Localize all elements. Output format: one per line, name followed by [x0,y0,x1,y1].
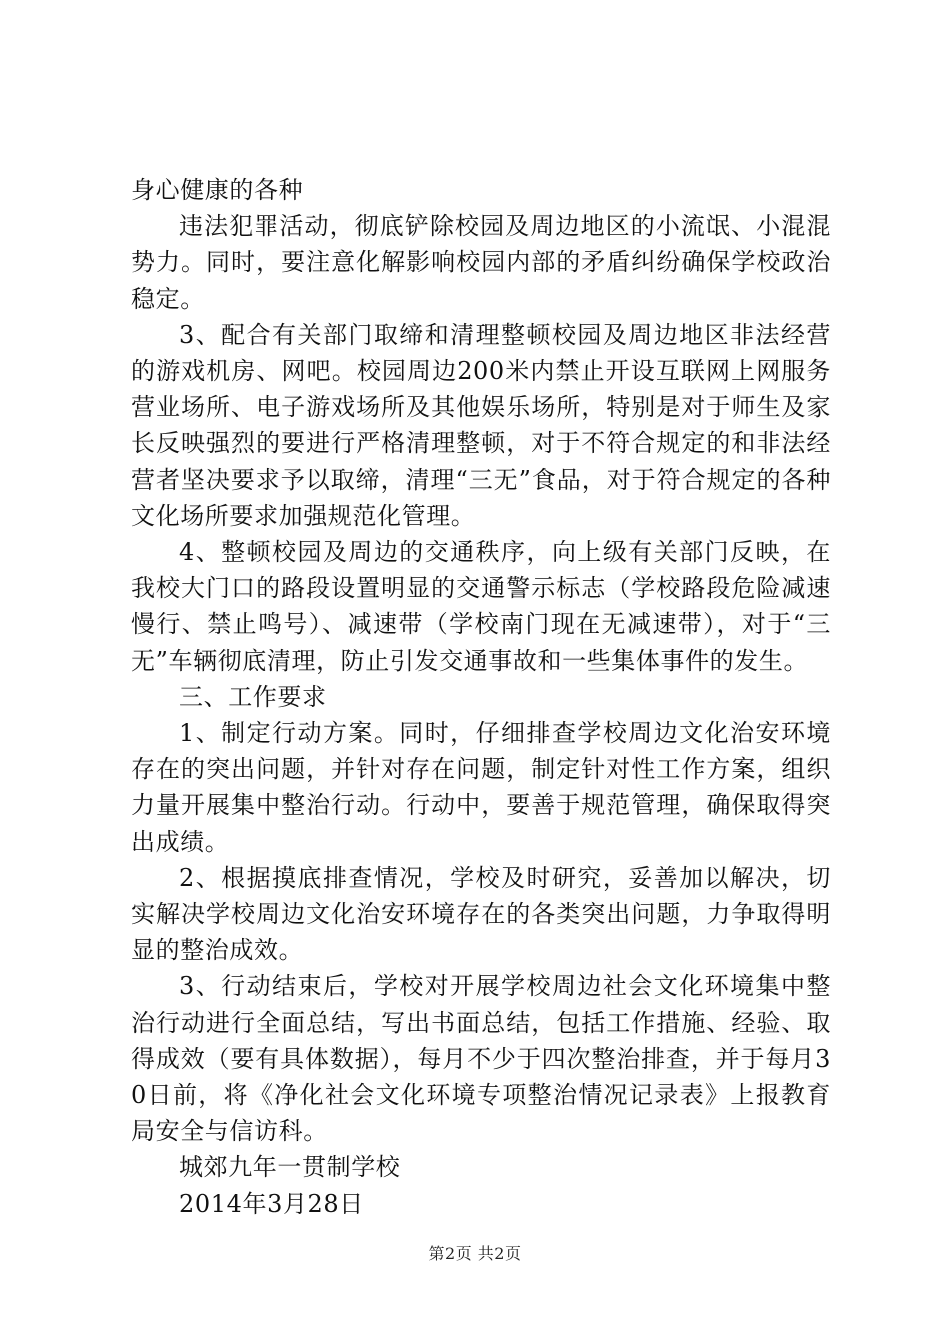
signature-date: 2014年3月28日 [179,1189,364,1218]
paragraph-requirement-2: 2、根据摸底排查情况，学校及时研究，妥善加以解决，切实解决学校周边文化治安环境存在的各类突出问题，力争取得明显的整治成效。 [131,863,831,965]
section-heading-work-requirements: 三、工作要求 [179,682,327,711]
document-body [131,172,831,1222]
signature-school-name: 城郊九年一贯制学校 [179,1153,401,1182]
paragraph-item-4-traffic: 4、整顿校园及周边的交通秩序，向上级有关部门反映，在我校大门口的路段设置明显的交通警示标志（学校路段危险减速慢行、禁止鸣号）、减速带（学校南门现在无减速带），对于“三无”车辆彻底清理，防止引发交通事故和一些集体事件的发生。 [131,538,831,675]
page-number-footer: 第2页 共2页 [428,1244,522,1263]
paragraph-requirement-3: 3、行动结束后，学校对开展学校周边社会文化环境集中整治行动进行全面总结，写出书面总结，包括工作措施、经验、取得成效（要有具体数据），每月不少于四次整治排查，并于每月30日前，将《净化社会文化环境专项整治情况记录表》上报教育局安全与信访科。 [131,972,831,1146]
paragraph-item-3-internet-cafes: 3、配合有关部门取缔和清理整顿校园及周边地区非法经营的游戏机房、网吧。校园周边200米内禁止开设互联网上网服务营业场所、电子游戏场所及其他娱乐场所，特别是对于师生及家长反映强烈的要进行严格清理整顿，对于不符合规定的和非法经营者坚决要求予以取缔，清理“三无”食品，对于符合规定的各种文化场所要求加强规范化管理。 [131,320,831,530]
paragraph-continuation: 身心健康的各种 [131,176,304,204]
paragraph-requirement-1: 1、制定行动方案。同时，仔细排查学校周边文化治安环境存在的突出问题，并针对存在问题，制定针对性工作方案，组织力量开展集中整治行动。行动中，要善于规范管理，确保取得突出成绩。 [131,719,831,856]
paragraph-illegal-activities: 违法犯罪活动，彻底铲除校园及周边地区的小流氓、小混混势力。同时，要注意化解影响校园内部的矛盾纠纷确保学校政治稳定。 [131,212,831,313]
